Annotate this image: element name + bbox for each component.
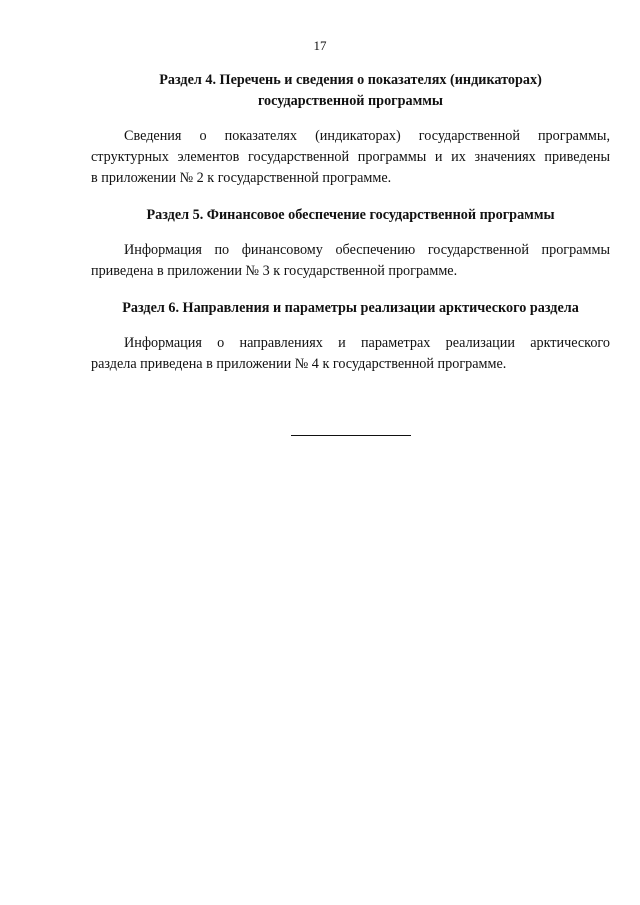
heading-line: Раздел 4. Перечень и сведения о показателях (индикаторах) [159,72,542,88]
heading-line: Раздел 5. Финансовое обеспечение государственной программы [146,207,555,223]
paragraph-line: Сведения о показателях (индикаторах) государственной программы, [124,128,610,144]
heading-line: государственной программы [257,93,444,109]
end-of-text-rule [291,435,411,436]
paragraph-line: структурных элементов государственной программы и их значениях приведены [91,149,610,165]
section-6 [91,298,610,375]
heading-line: Раздел 6. Направления и параметры реализации арктического раздела [122,300,579,316]
section-paragraph [91,333,610,375]
document-body [91,70,610,391]
page-number: 17 [313,38,327,53]
section-heading [91,70,610,112]
section-paragraph [91,240,610,282]
section-heading [91,298,610,319]
section-5 [91,205,610,282]
section-4 [91,70,610,189]
section-paragraph [91,126,610,189]
paragraph-line: Информация о направлениях и параметрах реализации арктического [124,335,610,351]
paragraph-line: в приложении № 2 к государственной программе. [91,170,392,186]
section-heading [91,205,610,226]
paragraph-line: раздела приведена в приложении № 4 к государственной программе. [91,356,507,372]
paragraph-line: приведена в приложении № 3 к государственной программе. [91,263,458,279]
paragraph-line: Информация по финансовому обеспечению государственной программы [124,242,610,258]
